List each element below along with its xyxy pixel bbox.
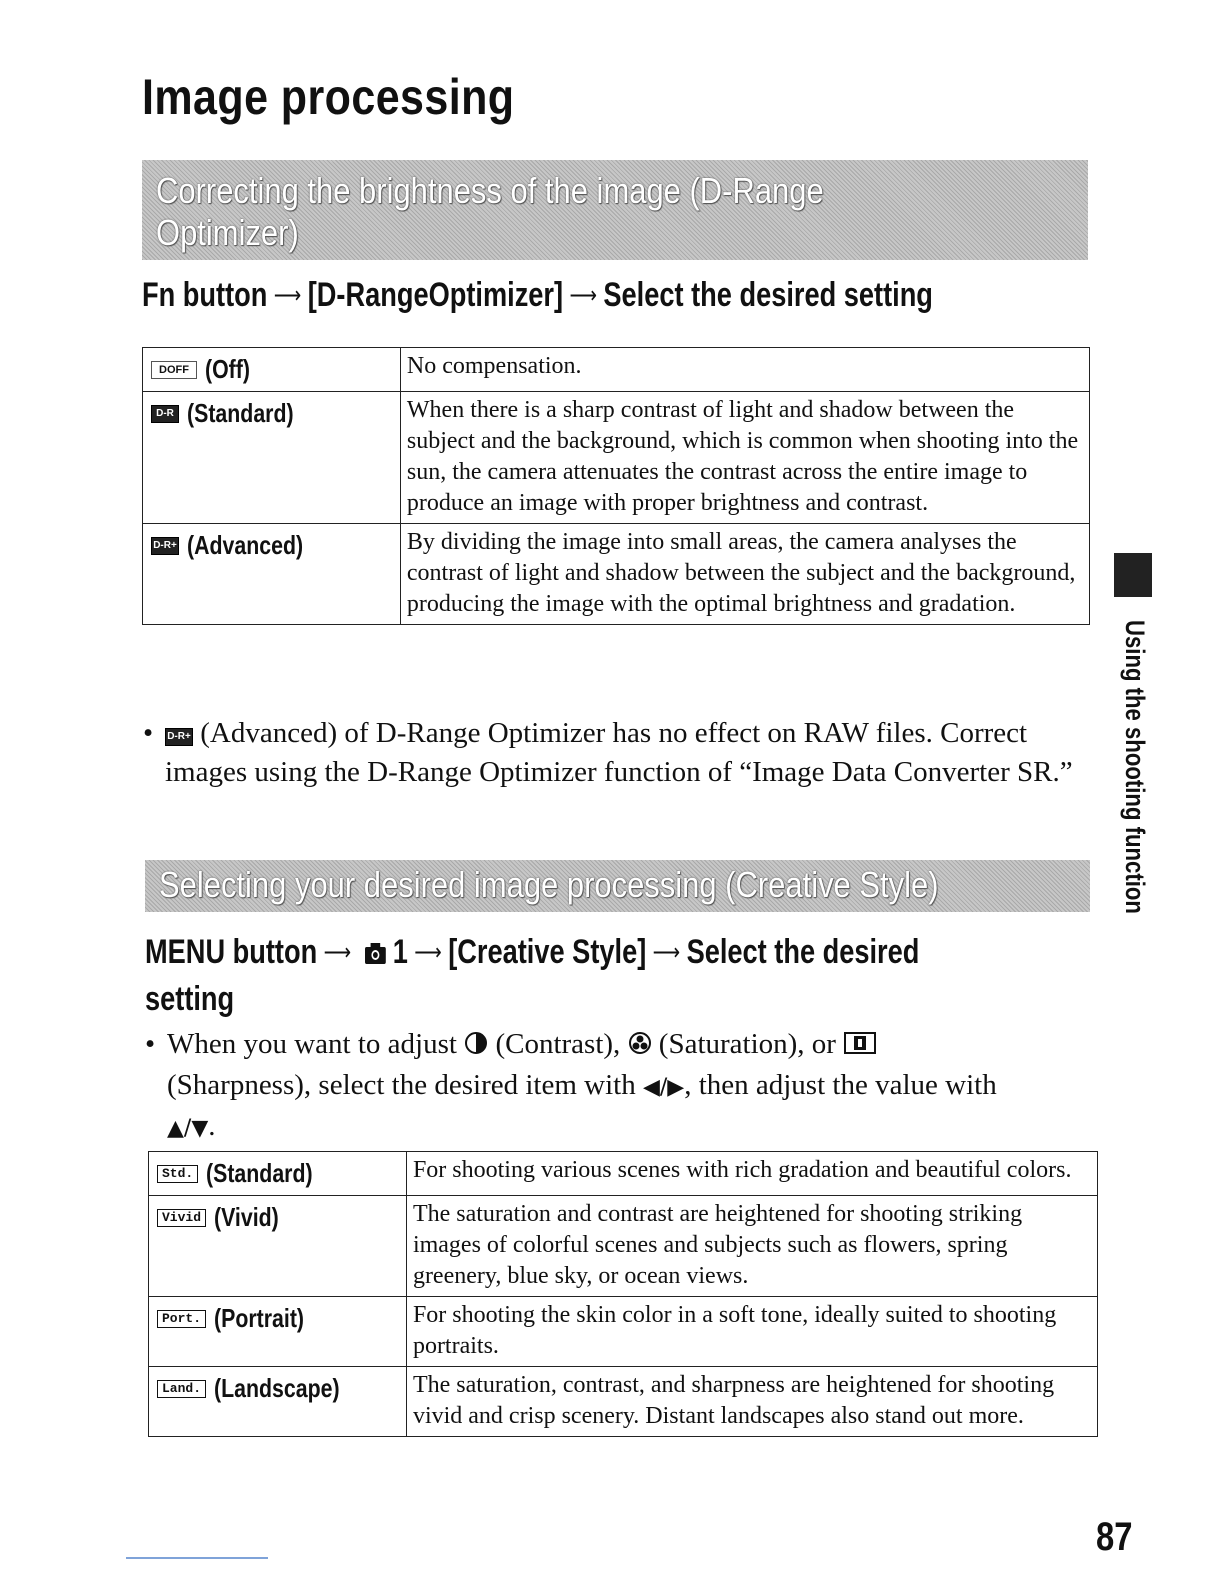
setting-label-cell: [149, 1196, 407, 1297]
style-portrait-icon: Port.: [157, 1310, 206, 1328]
procedure-line-continued: setting: [145, 980, 235, 1018]
creative-style-table: [148, 1151, 1098, 1437]
setting-label-cell: [143, 392, 401, 524]
table-row: [143, 348, 1090, 392]
page-number: 87: [1096, 1515, 1133, 1559]
sharpness-icon: [843, 1027, 877, 1066]
procedure-step: [D-RangeOptimizer]: [307, 276, 564, 314]
procedure-step: Select the desired: [686, 933, 920, 971]
setting-label: (Vivid): [214, 1202, 279, 1232]
section-banner-text: Selecting your desired image processing (Creative Style): [159, 864, 939, 905]
procedure-line-d-range: [142, 276, 933, 315]
note-adjust-style: [145, 1025, 1097, 1148]
setting-label: (Standard): [206, 1158, 313, 1188]
note-text: , then adjust the value with: [684, 1068, 997, 1101]
setting-label-cell: [143, 524, 401, 625]
camera-icon: [358, 935, 393, 974]
procedure-step: MENU button: [145, 933, 318, 971]
setting-label: (Landscape): [214, 1373, 340, 1403]
saturation-icon: [628, 1027, 652, 1066]
section-banner-creative-style: [145, 860, 1090, 912]
d-range-settings-table: [142, 347, 1090, 625]
setting-label: (Portrait): [214, 1303, 305, 1333]
style-standard-icon: Std.: [157, 1165, 198, 1183]
procedure-line-creative-style: [145, 933, 919, 974]
setting-label-cell: [149, 1152, 407, 1196]
note-raw-files: [143, 714, 1085, 792]
setting-description: For shooting various scenes with rich gradation and beautiful colors.: [406, 1152, 1097, 1196]
page-title: Image processing: [142, 69, 515, 125]
setting-description: The saturation, contrast, and sharpness are heightened for shooting vivid and crisp scenery. Distant landscapes also stand out more.: [406, 1367, 1097, 1437]
setting-description: By dividing the image into small areas, the camera analyses the contrast of light and shadow between the subject and the background, producing the image with the optimal brightness and gradation.: [400, 524, 1089, 625]
bullet-icon: •: [145, 1028, 156, 1060]
footer-divider: [126, 1557, 268, 1559]
arrow-right-icon: ⟶: [273, 282, 302, 309]
chapter-side-label: [1112, 620, 1152, 960]
setting-label: (Advanced): [187, 530, 304, 560]
section-banner-d-range: [142, 160, 1088, 260]
setting-label-cell: [149, 1367, 407, 1437]
bullet-icon: •: [143, 717, 154, 749]
style-vivid-icon: Vivid: [157, 1209, 206, 1227]
setting-label-cell: [149, 1297, 407, 1367]
note-text: (Sharpness), select the desired item with: [167, 1068, 636, 1101]
procedure-step: [Creative Style]: [448, 933, 647, 971]
note-text: (Saturation), or: [658, 1028, 836, 1060]
procedure-step: 1: [392, 933, 408, 971]
table-row: [149, 1196, 1098, 1297]
table-row: [143, 524, 1090, 625]
note-text: When you want to adjust: [167, 1028, 457, 1060]
table-row: [143, 392, 1090, 524]
setting-description: No compensation.: [400, 348, 1089, 392]
procedure-step: Fn button: [142, 276, 268, 314]
d-range-off-icon: DOFF: [151, 361, 197, 379]
style-landscape-icon: Land.: [157, 1380, 206, 1398]
section-banner-text: Correcting the brightness of the image (D-Range Optimizer): [156, 170, 824, 253]
setting-label: (Standard): [187, 398, 294, 428]
left-right-arrows-icon: ◀/▶: [642, 1074, 685, 1100]
chapter-title: Using the shooting function: [1120, 620, 1150, 914]
note-text: (Advanced) of D-Range Optimizer has no effect on RAW files. Correct images using the D-Range Optimizer function of “Image Data Converter SR.”: [165, 717, 1073, 788]
arrow-right-icon: ⟶: [323, 939, 352, 966]
setting-description: When there is a sharp contrast of light and shadow between the subject and the background, which is common when shooting into the sun, the camera attenuates the contrast across the entire image to produce an image with proper brightness and contrast.: [400, 392, 1089, 524]
up-down-arrows-icon: ▲/▼: [167, 1115, 209, 1141]
chapter-tab-marker: [1114, 553, 1152, 597]
d-range-advanced-icon: D-R+: [165, 728, 193, 746]
setting-description: The saturation and contrast are heightened for shooting striking images of colorful scenes and subjects such as flowers, spring greenery, blue sky, or ocean views.: [406, 1196, 1097, 1297]
table-row: [149, 1367, 1098, 1437]
table-row: [149, 1297, 1098, 1367]
note-text: (Contrast),: [495, 1028, 621, 1060]
note-text: .: [208, 1109, 216, 1142]
arrow-right-icon: ⟶: [414, 939, 442, 966]
table-row: [149, 1152, 1098, 1196]
contrast-icon: [464, 1027, 488, 1066]
d-range-advanced-icon: D-R+: [151, 537, 179, 555]
setting-label-cell: [143, 348, 401, 392]
arrow-right-icon: ⟶: [652, 939, 681, 966]
arrow-right-icon: ⟶: [569, 282, 597, 309]
d-range-standard-icon: D-R: [151, 405, 179, 423]
setting-description: For shooting the skin color in a soft tone, ideally suited to shooting portraits.: [406, 1297, 1097, 1367]
setting-label: (Off): [205, 354, 250, 384]
procedure-step: Select the desired setting: [603, 276, 933, 314]
